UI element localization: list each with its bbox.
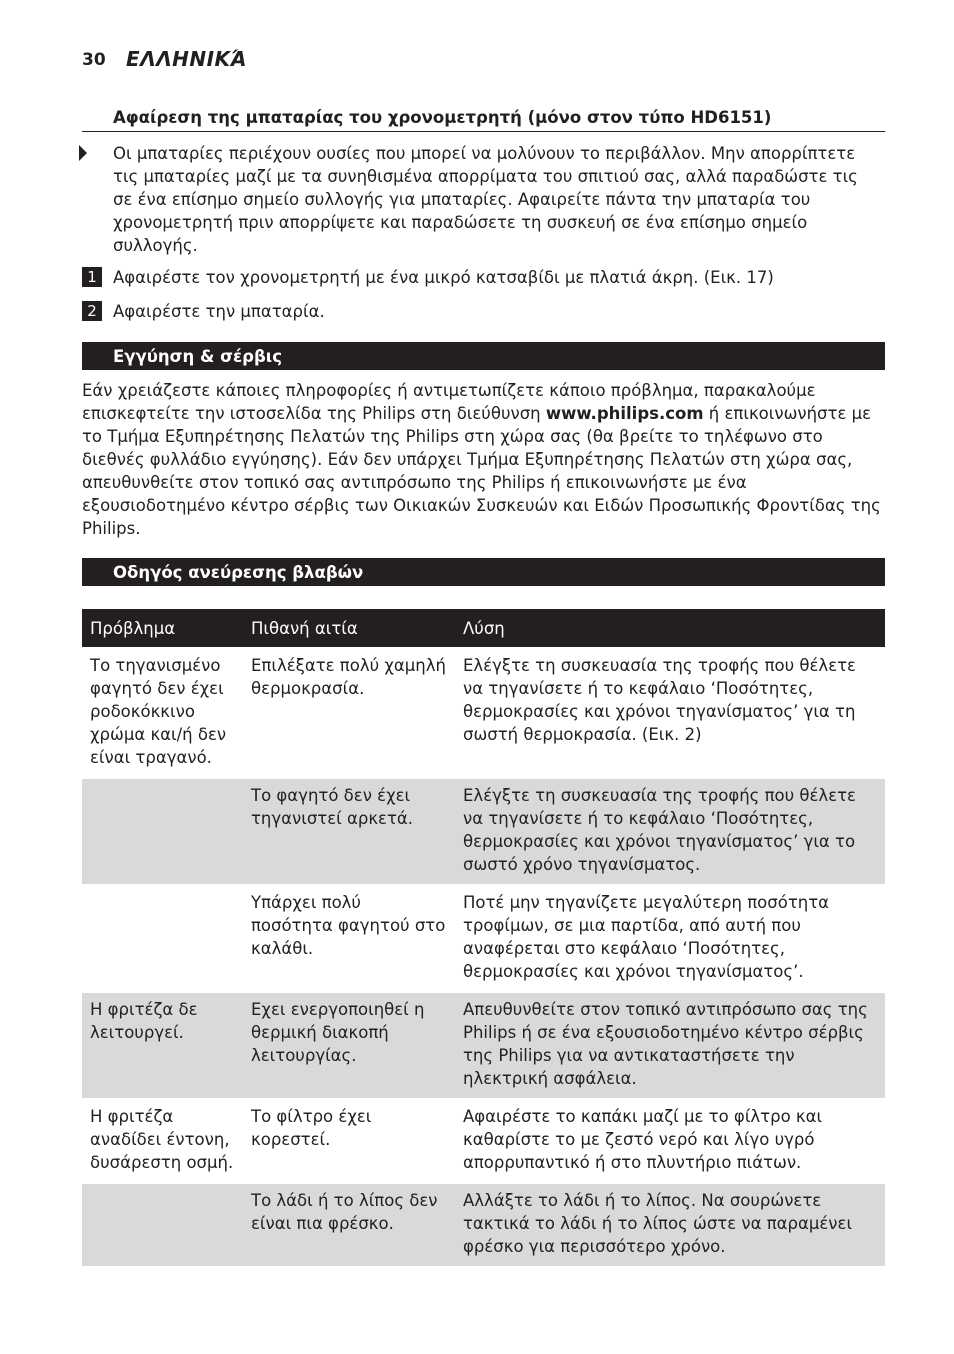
guarantee-text-rest: ή επικοινωνήστε με το Τμήμα Εξυπηρέτησης Πελατών της Philips στη χώρα σας (θα βρείτε το τηλέφωνο στο διεθνές φυλλάδιο εγγύησης). Εάν δεν υπάρχει Τμήμα Εξυπηρέτησης Πελατών στη χώρα σας, απευθυνθείτε στον τοπικό σας αντιπρόσωπο της Philips ή επικοινωνήστε με ένα εξουσιοδοτημένο κέντρο σέρβις των Οικιακών Συσκευών και Ειδών Προσωπικής Φροντίδας της Philips. [82, 404, 881, 538]
table-row [82, 778, 885, 885]
step-number-badge: 1 [82, 267, 102, 287]
guarantee-text-intro: Εάν χρειάζεστε κάποιες πληροφορίες ή αντιμετωπίζετε κάποιο πρόβλημα, παρακαλούμε επισκεφτείτε την ιστοσελίδα της Philips στη διεύθυνση [82, 381, 816, 423]
step-text: Αφαιρέστε την μπαταρία. [113, 302, 325, 321]
philips-url-link[interactable]: www.philips.com [545, 404, 704, 423]
battery-section-title: Αφαίρεση της μπαταρίας του χρονομετρητή (μόνο στον τύπο HD6151) [113, 108, 772, 127]
warning-bullet-icon [78, 145, 88, 161]
cause-cell: Επιλέξατε πολύ χαμηλή θερμοκρασία. [243, 648, 455, 778]
solution-cell: Απευθυνθείτε στον τοπικό αντιπρόσωπο σας της Philips ή σε ένα εξουσιοδοτημένο κέντρο σέρβις της Philips για να αντικαταστήσετε την ηλεκτρική ασφάλεια. [455, 992, 885, 1099]
problem-cell [82, 1183, 243, 1266]
troubleshooting-table [82, 609, 885, 1266]
table-row [82, 1183, 885, 1266]
cause-cell: Το φαγητό δεν έχει τηγανιστεί αρκετά. [243, 778, 455, 885]
column-header-solution: Λύση [455, 609, 885, 648]
problem-cell: Η φριτέζα δε λειτουργεί. [82, 992, 243, 1099]
solution-cell: Αφαιρέστε το καπάκι μαζί με το φίλτρο και καθαρίστε το με ζεστό νερό και λίγο υγρό απορρυπαντικό ή στο πλυντήριο πιάτων. [455, 1099, 885, 1183]
step-number-badge: 2 [82, 301, 102, 321]
solution-cell: Ελέγξτε τη συσκευασία της τροφής που θέλετε να τηγανίσετε ή το κεφάλαιο ‘Ποσότητες, θερμοκρασίες και χρόνοι τηγανίσματος’ για το σωστό χρόνο τηγανίσματος. [455, 778, 885, 885]
column-header-cause: Πιθανή αιτία [243, 609, 455, 648]
step-text: Αφαιρέστε τον χρονομετρητή με ένα μικρό κατσαβίδι με πλατιά άκρη. (Εικ. 17) [113, 268, 774, 287]
problem-cell [82, 885, 243, 992]
column-header-problem: Πρόβλημα [82, 609, 243, 648]
guarantee-section-title: Εγγύηση & σέρβις [113, 347, 282, 366]
cause-cell: Εχει ενεργοποιηθεί η θερμική διακοπή λειτουργίας. [243, 992, 455, 1099]
section-rule [82, 131, 885, 132]
page-number: 30 [82, 50, 106, 70]
problem-cell: Η φριτέζα αναδίδει έντονη, δυσάρεστη οσμή. [82, 1099, 243, 1183]
table-row [82, 992, 885, 1099]
table-row [82, 1099, 885, 1183]
guarantee-body-text [82, 379, 882, 540]
problem-cell [82, 778, 243, 885]
cause-cell: Υπάρχει πολύ ποσότητα φαγητού στο καλάθι. [243, 885, 455, 992]
troubleshooting-section-header [82, 558, 885, 586]
battery-warning-text: Οι μπαταρίες περιέχουν ουσίες που μπορεί να μολύνουν το περιβάλλον. Μην απορρίπτετε τις μπαταρίες μαζί με τα συνηθισμένα απορρίματα του σπιτιού σας, αλλά παραδώστε τις σε ένα επίσημο σημείο συλλογής για μπαταρίες. Αφαιρείτε πάντα την μπαταρία του χρονομετρητή πριν απορρίψετε και παραδώσετε τη συσκευή σε ένα επίσημο σημείο συλλογής. [113, 144, 858, 255]
table-row [82, 885, 885, 992]
language-title: ΕΛΛΗΝΙΚΆ [126, 47, 247, 71]
solution-cell: Αλλάξτε το λάδι ή το λίπος. Να σουρώνετε τακτικά το λάδι ή το λίπος ώστε να παραμένει φρέσκο για περισσότερο χρόνο. [455, 1183, 885, 1266]
troubleshooting-section-title: Οδηγός ανεύρεσης βλαβών [113, 563, 364, 582]
problem-cell: Το τηγανισμένο φαγητό δεν έχει ροδοκόκκινο χρώμα και/ή δεν είναι τραγανό. [82, 648, 243, 778]
solution-cell: Ελέγξτε τη συσκευασία της τροφής που θέλετε να τηγανίσετε ή το κεφάλαιο ‘Ποσότητες, θερμοκρασίες και χρόνοι τηγανίσματος’ για τη σωστή θερμοκρασία. (Εικ. 2) [455, 648, 885, 778]
table-header-row [82, 609, 885, 648]
table-row [82, 648, 885, 778]
guarantee-section-header [82, 342, 885, 370]
solution-cell: Ποτέ μην τηγανίζετε μεγαλύτερη ποσότητα τροφίμων, σε μια παρτίδα, από αυτή που αναφέρεται στο κεφάλαιο ‘Ποσότητες, θερμοκρασίες και χρόνοι τηγανίσματος’. [455, 885, 885, 992]
cause-cell: Το φίλτρο έχει κορεστεί. [243, 1099, 455, 1183]
cause-cell: Το λάδι ή το λίπος δεν είναι πια φρέσκο. [243, 1183, 455, 1266]
